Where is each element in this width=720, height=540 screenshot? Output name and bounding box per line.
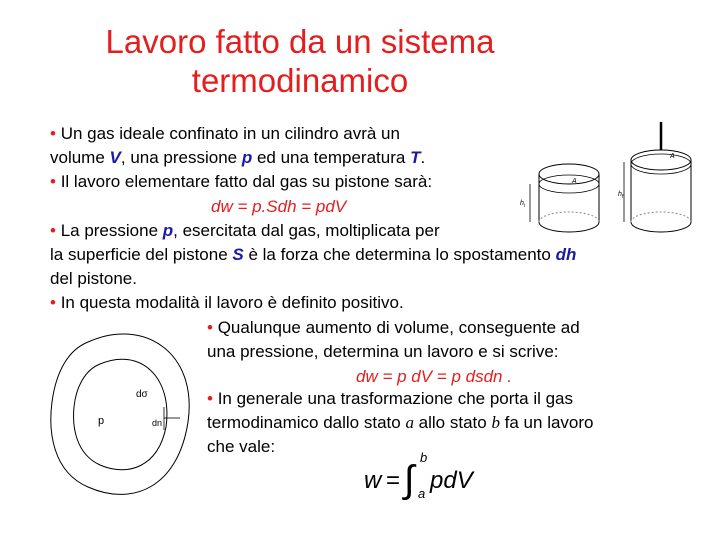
bullet-1-line-1: • Un gas ideale confinato in un cilindro avrà un xyxy=(50,124,400,143)
bullet-5-line-2: una pressione, determina un lavoro e si scrive: xyxy=(207,342,559,361)
bullet-marker: • xyxy=(207,318,213,337)
formula-integrand: pdV xyxy=(430,467,473,494)
equation-1: dw = p.Sdh = pdV xyxy=(211,197,347,216)
bullet-5-line-1: • Qualunque aumento di volume, conseguente ad xyxy=(207,318,580,337)
label-h-initial-sub: i xyxy=(524,203,526,209)
inner-surface-curve xyxy=(74,359,167,470)
symbol-p: p xyxy=(241,148,253,167)
bullet-1-line-2: volume V, una pressione p ed una temperatura T. xyxy=(50,148,426,167)
bullet-6-line-2: termodinamico dallo stato a allo stato b fa un lavoro xyxy=(207,413,594,432)
state-b: b xyxy=(491,413,500,432)
label-A-large: A xyxy=(670,153,675,160)
slide-title xyxy=(40,22,560,100)
bullet-6-line-3: che vale: xyxy=(207,437,276,456)
bullet-marker: • xyxy=(50,172,56,191)
bullet-marker: • xyxy=(50,221,56,240)
label-dn: dn xyxy=(152,418,163,428)
equation-2: dw = p dV = p dsdn . xyxy=(356,367,512,386)
symbol-p: p xyxy=(162,221,174,240)
work-integral-formula xyxy=(360,448,500,502)
label-h-final-sub: f xyxy=(622,194,624,200)
bullet-3-line-1: • La pressione p, esercitata dal gas, moltiplicata per xyxy=(50,221,440,240)
bullet-3-line-2: la superficie del pistone S è la forza che determina lo spostamento dh xyxy=(50,245,577,264)
title-line-1: Lavoro fatto da un sistema xyxy=(105,23,495,60)
label-A-small: A xyxy=(572,178,577,185)
title-line-2: termodinamico xyxy=(191,62,409,99)
state-a: a xyxy=(405,413,414,432)
cylinder-diagram xyxy=(512,118,712,238)
small-cylinder xyxy=(520,164,599,232)
bullet-6-line-1: • In generale una trasformazione che porta il gas xyxy=(207,389,574,408)
formula-lower-limit: a xyxy=(418,486,426,501)
formula-lhs: w xyxy=(364,467,382,494)
formula-upper-limit: b xyxy=(420,450,428,465)
bullet-marker: • xyxy=(50,293,56,312)
label-p: p xyxy=(98,415,105,427)
bullet-4: • In questa modalità il lavoro è definito positivo. xyxy=(50,293,404,312)
integral-sign: ∫ xyxy=(404,459,415,501)
symbol-S: S xyxy=(232,245,244,264)
symbol-V: V xyxy=(109,148,121,167)
large-cylinder xyxy=(618,122,691,232)
bullet-3-line-3: del pistone. xyxy=(50,269,137,288)
bullet-marker: • xyxy=(207,389,213,408)
surface-diagram xyxy=(48,322,208,512)
symbol-T: T xyxy=(410,148,421,167)
symbol-dh: dh xyxy=(555,245,577,264)
label-h-final: h xyxy=(618,191,622,198)
bullet-marker: • xyxy=(50,124,56,143)
formula-equals: = xyxy=(386,467,401,494)
label-h-initial: h xyxy=(520,200,524,207)
label-ds: dσ xyxy=(136,389,148,400)
bullet-2: • Il lavoro elementare fatto dal gas su pistone sarà: xyxy=(50,172,433,191)
